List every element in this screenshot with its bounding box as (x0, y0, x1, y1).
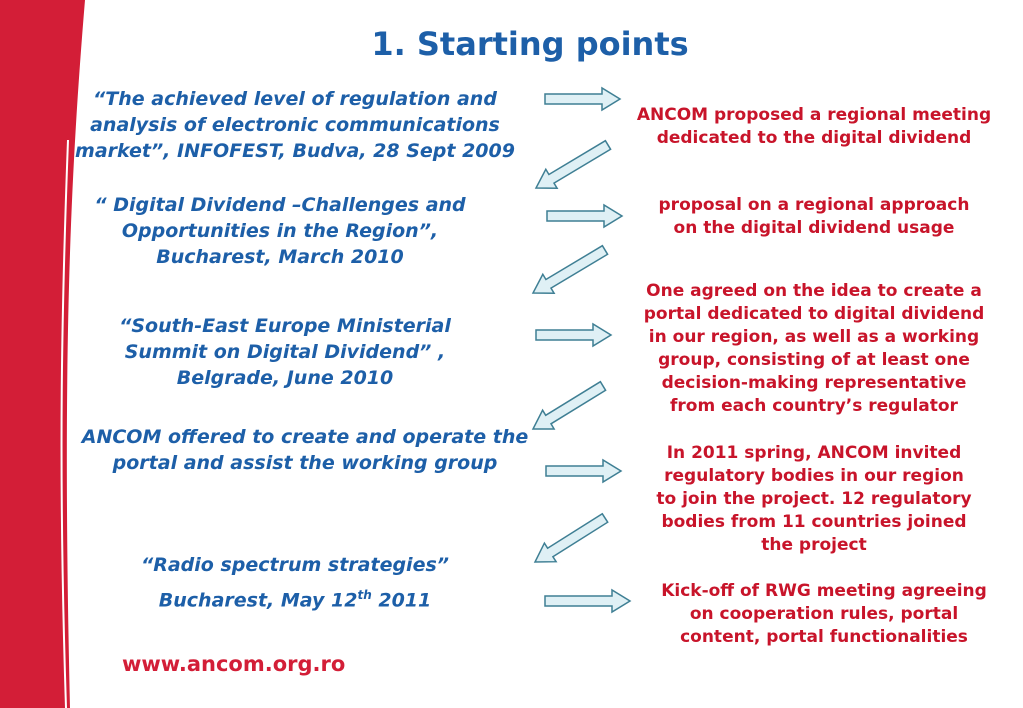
outcome-line: One agreed on the idea to create a (646, 281, 982, 301)
right-arrow-icon (546, 460, 621, 482)
event-line: analysis of electronic communications (90, 114, 500, 136)
event-line: “ Digital Dividend –Challenges and (94, 194, 466, 216)
event-see-ministerial-summit (80, 313, 490, 391)
page-title: 1. Starting points (371, 25, 689, 63)
outcome-line: portal dedicated to digital dividend (643, 304, 985, 324)
event-year-text: 2011 (371, 589, 432, 612)
event-radio-spectrum-strategies (100, 550, 490, 615)
outcome-line: Kick-off of RWG meeting agreeing (661, 581, 987, 601)
outcome-line: from each country’s regulator (670, 396, 958, 416)
outcome-portal-agreement (612, 280, 1016, 418)
outcome-line: to join the project. 12 regulatory (656, 489, 972, 509)
event-line: “The achieved level of regulation and (93, 88, 497, 110)
right-arrow-icon (547, 205, 622, 227)
event-line: “Radio spectrum strategies” (140, 554, 450, 576)
outcome-line: content, portal functionalities (680, 627, 968, 647)
outcome-line: regulatory bodies in our region (664, 466, 964, 486)
outcome-rwg-kickoff (630, 580, 1018, 649)
outcome-line: dedicated to the digital dividend (656, 128, 972, 148)
outcome-line: on cooperation rules, portal (689, 604, 959, 624)
outcome-line: group, consisting of at least one (658, 350, 970, 370)
right-arrow-icon (536, 324, 611, 346)
event-line: Summit on Digital Dividend” , (124, 341, 446, 363)
event-line: Bucharest, March 2010 (156, 246, 404, 268)
outcome-line: in our region, as well as a working (648, 327, 980, 347)
footer-website-url[interactable]: www.ancom.org.ro (122, 652, 346, 676)
event-line (100, 580, 490, 615)
event-digital-dividend-bucharest (65, 192, 495, 270)
event-line: “South-East Europe Ministerial (119, 315, 451, 337)
diagonal-down-left-arrow-icon (535, 514, 608, 562)
outcome-invitation-regulators (612, 442, 1016, 557)
ordinal-suffix: th (357, 588, 372, 602)
outcome-line: decision-making representative (661, 373, 967, 393)
outcome-line: bodies from 11 countries joined (661, 512, 967, 532)
outcome-regional-meeting-proposal (612, 104, 1016, 150)
outcome-line: the project (761, 535, 867, 555)
event-ancom-offer (55, 424, 555, 476)
outcome-line: on the digital dividend usage (673, 218, 955, 238)
event-line: market”, INFOFEST, Budva, 28 Sept 2009 (75, 140, 515, 162)
right-arrow-icon (545, 590, 630, 612)
right-arrow-icon (545, 88, 620, 110)
event-infofest (40, 86, 550, 164)
diagonal-down-left-arrow-icon (533, 246, 608, 294)
event-line: Opportunities in the Region”, (121, 220, 439, 242)
event-line: Belgrade, June 2010 (176, 367, 394, 389)
diagonal-down-left-arrow-icon (533, 382, 606, 429)
outcome-line: ANCOM proposed a regional meeting (636, 105, 992, 125)
event-line: ANCOM offered to create and operate the (81, 426, 529, 448)
outcome-line: In 2011 spring, ANCOM invited (666, 443, 962, 463)
outcome-line: proposal on a regional approach (658, 195, 970, 215)
event-line: portal and assist the working group (112, 452, 498, 474)
event-date-text: Bucharest, May 12 (158, 589, 358, 612)
outcome-regional-approach-proposal (612, 194, 1016, 240)
